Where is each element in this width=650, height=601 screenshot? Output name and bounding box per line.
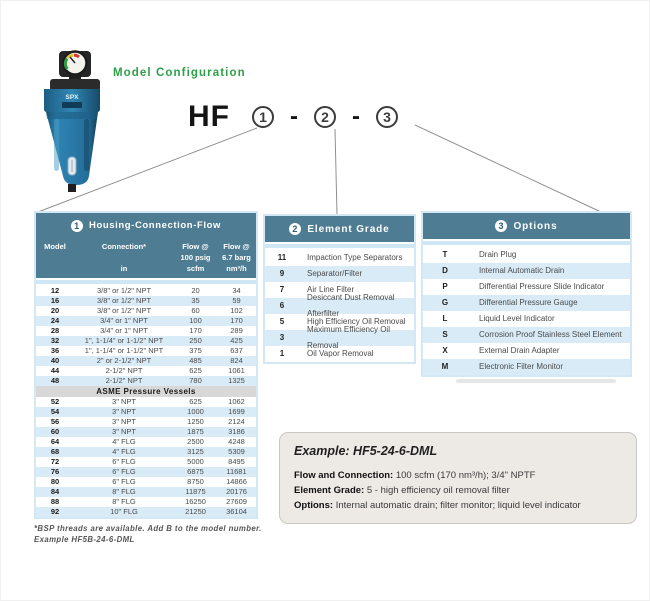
cell-code: M: [441, 362, 449, 371]
cell-code: P: [442, 282, 448, 291]
housing-column-headers: Model Connection* in Flow @ 100 psig scfm Flow @ 6.7 barg nm³/h: [36, 238, 256, 278]
cell-model: 52: [50, 397, 60, 406]
cell-model: 76: [50, 467, 60, 476]
number-1-badge-icon: 1: [71, 220, 83, 232]
cell-model: 48: [50, 376, 60, 385]
cell-flow-nm3h: 289: [230, 326, 243, 335]
cell-flow-scfm: 170: [189, 326, 202, 335]
cell-model: 56: [50, 417, 60, 426]
model-prefix: HF: [188, 100, 230, 133]
cell-connection: 4" FLG: [112, 437, 136, 446]
table-row: [36, 296, 256, 306]
table-row: [423, 311, 630, 327]
cell-description: Desiccant Dust Removal Afterfilter: [307, 293, 395, 318]
cell-flow-nm3h: 824: [230, 356, 243, 365]
table-row: [36, 316, 256, 326]
cell-flow-nm3h: 59: [232, 296, 241, 305]
cell-flow-nm3h: 20176: [226, 487, 247, 496]
cell-connection: 6" FLG: [112, 467, 136, 476]
options-table-body: [423, 247, 630, 375]
table-row: [423, 327, 630, 343]
cell-model: 36: [50, 346, 60, 355]
example-options: Options: Internal automatic drain; filter monitor; liquid level indicator: [294, 500, 581, 511]
cell-flow-nm3h: 102: [230, 306, 243, 315]
cell-connection: 4" FLG: [112, 447, 136, 456]
table-row: [36, 286, 256, 296]
table-row: [36, 477, 256, 487]
cell-code: G: [441, 298, 449, 307]
example-element-grade: Element Grade: 5 - high efficiency oil removal filter: [294, 485, 510, 496]
cell-description: Drain Plug: [479, 250, 517, 259]
cell-code: L: [442, 314, 448, 323]
element-table-title-text: Element Grade: [307, 223, 390, 235]
cell-code: 6: [279, 301, 285, 310]
table-row: [36, 306, 256, 316]
cell-model: 32: [50, 336, 60, 345]
housing-table-body: [36, 286, 256, 386]
cell-flow-scfm: 250: [189, 336, 202, 345]
cell-code: 11: [277, 253, 287, 262]
cell-code: 7: [279, 285, 285, 294]
circled-1-icon: 1: [252, 106, 274, 128]
table-row: [36, 467, 256, 477]
housing-connection-flow-table: [34, 211, 258, 519]
asme-table-body: [36, 397, 256, 517]
number-3-badge-icon: 3: [495, 220, 507, 232]
cell-connection: 6" FLG: [112, 477, 136, 486]
col-model: Model: [44, 242, 66, 251]
col-connection-unit: in: [120, 264, 128, 273]
cell-code: 5: [279, 317, 285, 326]
table-row: [423, 263, 630, 279]
cell-flow-scfm: 21250: [185, 507, 206, 516]
cell-flow-scfm: 375: [189, 346, 202, 355]
circled-3-icon: 3: [376, 106, 398, 128]
cell-connection: 3" NPT: [112, 407, 136, 416]
cell-model: 28: [50, 326, 60, 335]
footnote-line-2: Example HF5B-24-6-DML: [34, 534, 135, 544]
cell-model: 16: [50, 296, 60, 305]
cell-flow-scfm: 2500: [187, 437, 204, 446]
cell-code: T: [442, 250, 448, 259]
table-row: [36, 487, 256, 497]
number-2-badge-icon: 2: [289, 223, 301, 235]
cell-flow-nm3h: 1061: [228, 366, 245, 375]
cell-flow-nm3h: 5309: [228, 447, 245, 456]
table-row: [265, 266, 414, 282]
cell-connection: 3/4" or 1" NPT: [100, 316, 148, 325]
example-box: [279, 432, 637, 524]
cell-flow-scfm: 485: [189, 356, 202, 365]
table-row: [36, 376, 256, 386]
cell-flow-nm3h: 425: [230, 336, 243, 345]
housing-table-title-text: Housing-Connection-Flow: [88, 220, 221, 231]
bsp-footnote: [34, 524, 262, 545]
table-row: [423, 279, 630, 295]
cell-connection: 2-1/2" NPT: [105, 366, 143, 375]
cell-code: 1: [279, 349, 285, 358]
cell-flow-scfm: 5000: [187, 457, 204, 466]
cell-flow-scfm: 1000: [187, 407, 204, 416]
table-row: [36, 366, 256, 376]
table-row: [265, 346, 414, 362]
table-row: [36, 497, 256, 507]
cell-code: X: [442, 346, 448, 355]
cell-flow-scfm: 60: [191, 306, 200, 315]
cell-flow-nm3h: 11681: [226, 467, 247, 476]
table-row: [36, 326, 256, 336]
cell-connection: 2-1/2" NPT: [105, 376, 143, 385]
options-table: [421, 211, 632, 377]
example-flow-connection: Flow and Connection: 100 scfm (170 nm³/h); 3/4" NPTF: [294, 470, 536, 481]
cell-model: 44: [50, 366, 60, 375]
dash-separator: -: [290, 103, 298, 130]
cell-description: Corrosion Proof Stainless Steel Element: [479, 330, 622, 339]
table-row: [36, 457, 256, 467]
cell-model: 92: [50, 507, 60, 516]
cell-connection: 2" or 2-1/2" NPT: [96, 356, 152, 365]
drain-port: [68, 184, 76, 192]
cell-flow-scfm: 20: [191, 286, 200, 295]
cell-model: 64: [50, 437, 60, 446]
cell-model: 20: [50, 306, 60, 315]
cell-connection: 3" NPT: [112, 397, 136, 406]
cell-flow-nm3h: 14866: [226, 477, 247, 486]
table-row: [265, 250, 414, 266]
cell-flow-scfm: 8750: [187, 477, 204, 486]
table-row: [36, 356, 256, 366]
cell-code: S: [442, 330, 448, 339]
cell-flow-nm3h: 1325: [228, 376, 245, 385]
cell-flow-scfm: 16250: [185, 497, 206, 506]
example-title: Example: HF5-24-6-DML: [294, 444, 438, 458]
cell-description: Liquid Level Indicator: [479, 314, 555, 323]
brand-logo: SPX: [65, 94, 79, 101]
cell-code: 3: [279, 333, 285, 342]
cell-code: D: [442, 266, 448, 275]
cell-connection: 10" FLG: [110, 507, 138, 516]
table-row: [423, 343, 630, 359]
cell-flow-nm3h: 3186: [228, 427, 245, 436]
cell-model: 54: [50, 407, 60, 416]
cell-connection: 8" FLG: [112, 487, 136, 496]
cell-flow-scfm: 625: [189, 397, 202, 406]
cell-model: 40: [50, 356, 60, 365]
table-row: [36, 336, 256, 346]
cell-flow-nm3h: 1699: [228, 407, 245, 416]
table-row: [36, 407, 256, 417]
cell-model: 12: [50, 286, 60, 295]
cell-flow-scfm: 100: [189, 316, 202, 325]
dash-separator: -: [352, 103, 360, 130]
cell-flow-nm3h: 4248: [228, 437, 245, 446]
cell-flow-nm3h: 2124: [228, 417, 245, 426]
cell-description: High Efficiency Oil Removal: [307, 317, 406, 326]
cell-connection: 6" FLG: [112, 457, 136, 466]
cell-flow-nm3h: 170: [230, 316, 243, 325]
cell-description: Differential Pressure Gauge: [479, 298, 578, 307]
product-photo: [32, 45, 112, 195]
cell-flow-scfm: 780: [189, 376, 202, 385]
cell-model: 68: [50, 447, 60, 456]
cell-model: 24: [50, 316, 60, 325]
cell-flow-scfm: 625: [189, 366, 202, 375]
cell-description: Oil Vapor Removal: [307, 349, 374, 358]
cell-flow-scfm: 3125: [187, 447, 204, 456]
cell-connection: 3/4" or 1" NPT: [100, 326, 148, 335]
cell-description: Separator/Filter: [307, 269, 363, 278]
table-row: [36, 427, 256, 437]
cell-flow-nm3h: 36104: [226, 507, 247, 516]
table-row: [36, 397, 256, 407]
table-row: [36, 346, 256, 356]
cell-connection: 8" FLG: [112, 497, 136, 506]
table-row: [36, 447, 256, 457]
cell-connection: 1", 1-1/4" or 1-1/2" NPT: [84, 346, 164, 355]
cell-model: 80: [50, 477, 60, 486]
cell-model: 84: [50, 487, 60, 496]
cell-flow-scfm: 11875: [185, 487, 206, 496]
table-row: [36, 417, 256, 427]
cell-connection: 3/8" or 1/2" NPT: [96, 296, 152, 305]
cell-flow-nm3h: 8495: [228, 457, 245, 466]
cell-model: 88: [50, 497, 60, 506]
cell-description: Air Line Filter: [307, 285, 355, 294]
cell-connection: 1", 1-1/4" or 1-1/2" NPT: [84, 336, 164, 345]
options-table-shadow: [456, 379, 616, 383]
asme-section-header: ASME Pressure Vessels: [36, 386, 256, 397]
model-code: [188, 99, 406, 135]
cell-description: Electronic Filter Monitor: [479, 362, 564, 371]
cell-flow-scfm: 1875: [187, 427, 204, 436]
cell-model: 72: [50, 457, 60, 466]
housing-table-title: [36, 213, 256, 238]
cell-code: 9: [279, 269, 285, 278]
element-grade-table: [263, 214, 416, 364]
cell-connection: 3" NPT: [112, 417, 136, 426]
circled-2-icon: 2: [314, 106, 336, 128]
options-table-title-text: Options: [513, 220, 558, 232]
cell-flow-nm3h: 27609: [226, 497, 247, 506]
cell-description: Internal Automatic Drain: [479, 266, 565, 275]
col-flow-nm3h: Flow @: [223, 242, 250, 251]
cell-model: 60: [50, 427, 60, 436]
col-flow-scfm: Flow @: [182, 242, 209, 251]
element-table-body: [265, 250, 414, 362]
cell-connection: 3" NPT: [112, 427, 136, 436]
cell-flow-scfm: 1250: [187, 417, 204, 426]
cell-description: External Drain Adapter: [479, 346, 560, 355]
cell-description: Impaction Type Separators: [307, 253, 403, 262]
table-row: [423, 359, 630, 375]
table-row: [265, 325, 414, 350]
table-row: [423, 295, 630, 311]
options-table-title: [423, 213, 630, 239]
table-row: [265, 293, 414, 318]
page-title: Model Configuration: [113, 67, 246, 79]
cell-connection: 3/8" or 1/2" NPT: [96, 286, 152, 295]
table-row: [423, 247, 630, 263]
element-table-title: [265, 216, 414, 242]
table-row: [36, 437, 256, 447]
cell-connection: 3/8" or 1/2" NPT: [96, 306, 152, 315]
cell-flow-nm3h: 34: [232, 286, 241, 295]
cell-flow-nm3h: 637: [230, 346, 243, 355]
table-row: [36, 507, 256, 517]
cell-flow-scfm: 6875: [187, 467, 204, 476]
cell-flow-scfm: 35: [191, 296, 200, 305]
cell-description: Maximum Efficiency Oil Removal: [307, 325, 390, 350]
cell-description: Differential Pressure Slide Indicator: [479, 282, 605, 291]
col-connection: Connection*: [101, 242, 147, 251]
footnote-line-1: *BSP threads are available. Add B to the model number.: [34, 524, 262, 533]
cell-flow-nm3h: 1062: [228, 397, 245, 406]
